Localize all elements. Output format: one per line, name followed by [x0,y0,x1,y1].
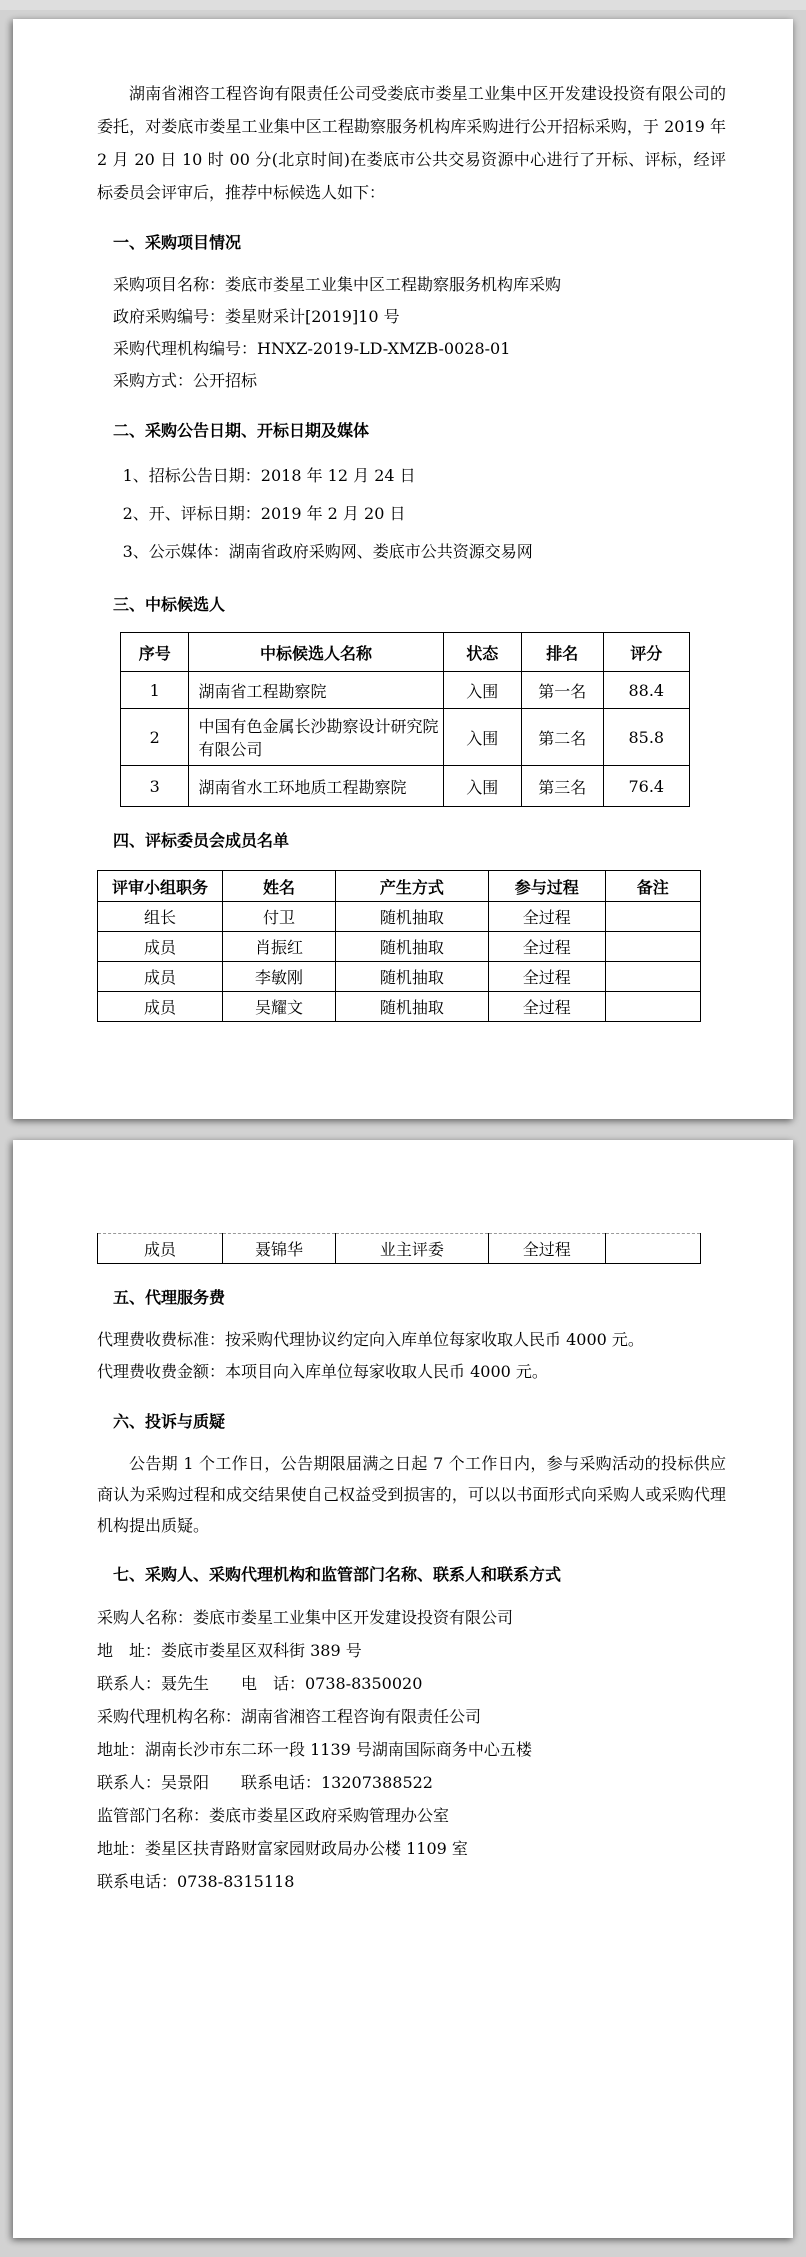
section-3-heading: 三、中标候选人 [113,595,226,614]
table-cell: 随机抽取 [335,932,488,962]
table-cell: 随机抽取 [335,902,488,932]
table-cell: 组长 [98,902,223,932]
table-cell [605,992,700,1022]
fee-standard-line: 代理费收费标准：按采购代理协议约定向入库单位每家收取人民币 4000 元。 [97,1330,644,1349]
table-cell: 第二名 [521,709,603,766]
section-7-heading: 七、采购人、采购代理机构和监管部门名称、联系人和联系方式 [113,1565,562,1584]
committee-header-role: 评审小组职务 [98,871,223,902]
table-cell: 全过程 [488,932,605,962]
committee-table-continuation [97,1233,701,1264]
document-page-1 [13,19,793,1119]
regulator-phone-line: 联系电话：0738-8315118 [97,1872,295,1891]
committee-table [97,870,701,1022]
candidates-header-seq: 序号 [121,633,189,672]
committee-row-3 [98,962,701,992]
table-cell: 全过程 [488,1234,605,1264]
table-cell: 成员 [98,932,223,962]
table-cell: 3 [121,766,189,807]
table-cell: 肖振红 [223,932,336,962]
table-cell: 成员 [98,992,223,1022]
table-cell: 聂锦华 [223,1234,336,1264]
background-top-strip [0,0,806,10]
table-cell: 随机抽取 [335,992,488,1022]
table-cell [605,1234,700,1264]
announce-date-line: 1、招标公告日期：2018 年 12 月 24 日 [122,466,416,485]
section-2-heading: 二、采购公告日期、开标日期及媒体 [113,421,370,440]
document-page-2 [13,1140,793,2238]
table-cell: 湖南省工程勘察院 [189,672,443,709]
table-cell: 第三名 [521,766,603,807]
committee-header-method: 产生方式 [335,871,488,902]
candidates-row-3 [121,766,690,807]
committee-row-5 [98,1234,701,1264]
table-cell: 2 [121,709,189,766]
table-cell: 全过程 [488,902,605,932]
purchaser-address-line: 地 址：娄底市娄星区双科街 389 号 [97,1641,362,1660]
candidates-row-1 [121,672,690,709]
candidates-header-rank: 排名 [521,633,603,672]
media-line: 3、公示媒体：湖南省政府采购网、娄底市公共资源交易网 [122,542,533,561]
table-cell: 成员 [98,1234,223,1264]
procurement-method-line: 采购方式：公开招标 [113,371,258,390]
page-2-content [13,1140,793,1898]
agency-contact-line: 联系人：吴景阳 联系电话：13207388522 [97,1773,433,1792]
table-cell: 88.4 [603,672,689,709]
section-4-heading: 四、评标委员会成员名单 [113,831,290,850]
table-cell: 85.8 [603,709,689,766]
candidates-table [120,632,690,807]
regulator-name-line: 监管部门名称：娄底市娄星区政府采购管理办公室 [97,1806,450,1825]
table-cell: 李敏刚 [223,962,336,992]
committee-header-remark: 备注 [605,871,700,902]
agency-address-line: 地址：湖南长沙市东二环一段 1139 号湖南国际商务中心五楼 [97,1740,532,1759]
candidates-row-2 [121,709,690,766]
section-5-heading: 五、代理服务费 [113,1288,226,1307]
candidates-header-name: 中标候选人名称 [189,633,443,672]
table-cell: 随机抽取 [335,962,488,992]
agency-name-line: 采购代理机构名称：湖南省湘咨工程咨询有限责任公司 [97,1707,482,1726]
agency-no-line: 采购代理机构编号：HNXZ-2019-LD-XMZB-0028-01 [113,339,511,358]
table-cell: 入围 [443,672,521,709]
committee-header-row [98,871,701,902]
committee-row-2 [98,932,701,962]
table-cell: 中国有色金属长沙勘察设计研究院有限公司 [189,709,443,766]
purchaser-contact-line: 联系人：聂先生 电 话：0738-8350020 [97,1674,423,1693]
table-cell: 第一名 [521,672,603,709]
candidates-header-status: 状态 [443,633,521,672]
table-cell [605,962,700,992]
table-cell: 付卫 [223,902,336,932]
section-6-heading: 六、投诉与质疑 [113,1412,226,1431]
bid-date-line: 2、开、评标日期：2019 年 2 月 20 日 [122,504,406,523]
committee-header-name: 姓名 [223,871,336,902]
table-cell: 76.4 [603,766,689,807]
committee-header-participation: 参与过程 [488,871,605,902]
table-cell: 全过程 [488,962,605,992]
table-cell: 1 [121,672,189,709]
purchaser-name-line: 采购人名称：娄底市娄星工业集中区开发建设投资有限公司 [97,1608,514,1627]
fee-amount-line: 代理费收费金额：本项目向入库单位每家收取人民币 4000 元。 [97,1362,548,1381]
table-cell: 入围 [443,766,521,807]
table-cell: 业主评委 [335,1234,488,1264]
page-1-content [13,19,793,1022]
intro-paragraph: 湖南省湘咨工程咨询有限责任公司受娄底市娄星工业集中区开发建设投资有限公司的委托，对娄底市娄星工业集中区工程勘察服务机构库采购进行公开招标采购，于 2019 年 2 月 20 日 10 时 00 分(北京时间)在娄底市公共交易资源中心进行了开标、评标，经评标委员会评审后，推荐中标候选人如下： [97,84,726,202]
committee-row-1 [98,902,701,932]
table-cell [605,902,700,932]
candidates-header-score: 评分 [603,633,689,672]
candidates-header-row [121,633,690,672]
complaint-paragraph: 公告期 1 个工作日，公告期限届满之日起 7 个工作日内，参与采购活动的投标供应商认为采购过程和成交结果使自己权益受到损害的，可以以书面形式向采购人或采购代理机构提出质疑。 [97,1454,726,1535]
regulator-address-line: 地址：娄星区扶青路财富家园财政局办公楼 1109 室 [97,1839,468,1858]
table-cell: 成员 [98,962,223,992]
project-name-line: 采购项目名称：娄底市娄星工业集中区工程勘察服务机构库采购 [113,275,562,294]
committee-row-4 [98,992,701,1022]
table-cell: 吴耀文 [223,992,336,1022]
table-cell [605,932,700,962]
table-cell: 入围 [443,709,521,766]
gov-procurement-no-line: 政府采购编号：娄星财采计[2019]10 号 [113,307,400,326]
section-1-heading: 一、采购项目情况 [113,233,242,252]
table-cell: 湖南省水工环地质工程勘察院 [189,766,443,807]
table-cell: 全过程 [488,992,605,1022]
